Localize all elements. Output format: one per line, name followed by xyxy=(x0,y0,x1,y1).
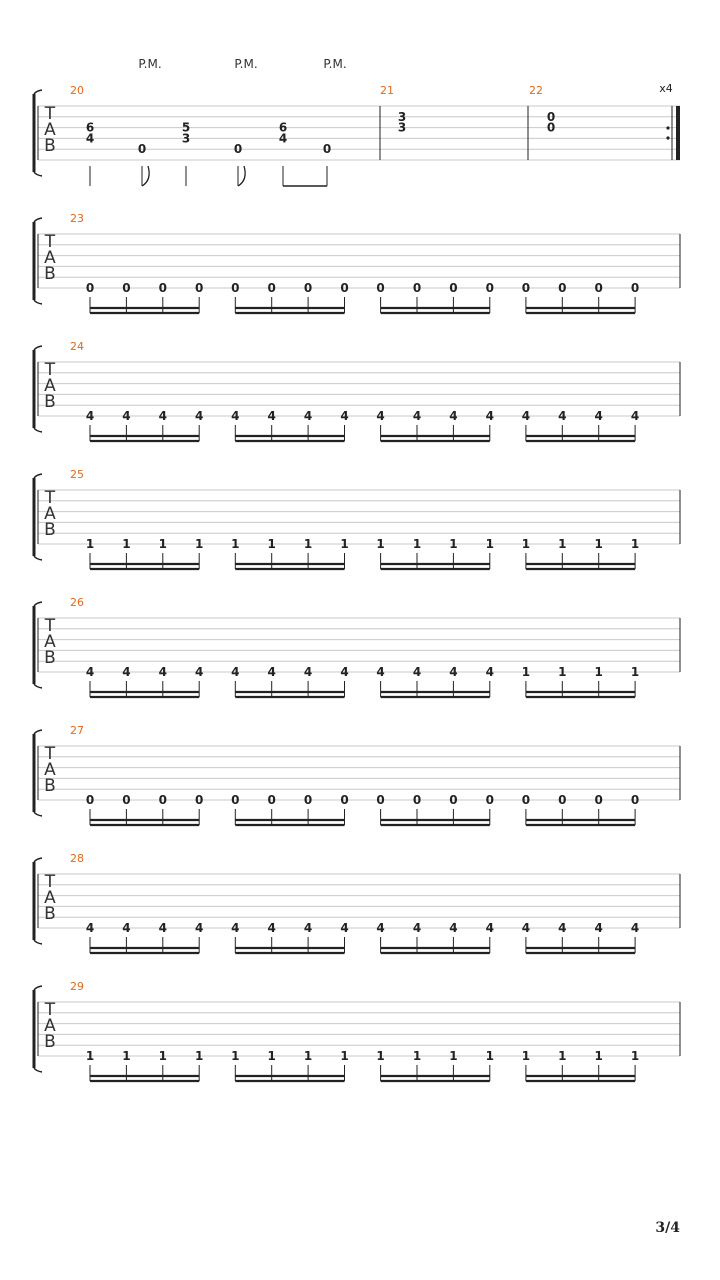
fret-number: 0 xyxy=(231,281,240,295)
fret-number: 0 xyxy=(85,281,95,295)
fret-number: 0 xyxy=(449,281,458,295)
fret-number: 1 xyxy=(376,1049,385,1063)
fret-number: 4 xyxy=(376,409,385,423)
fret-number: 1 xyxy=(376,537,385,551)
fret-number: 1 xyxy=(485,1049,494,1063)
fret-number: 4 xyxy=(158,921,167,935)
fret-number: 0 xyxy=(233,142,243,157)
fret-number: 0 xyxy=(158,281,167,295)
tab-clef-letter: A xyxy=(44,376,56,396)
fret-number: 1 xyxy=(158,1049,167,1063)
fret-number: 0 xyxy=(521,793,531,807)
fret-number: 4 xyxy=(85,409,95,423)
tab-clef-letter: A xyxy=(44,632,56,652)
fret-number: 4 xyxy=(195,665,204,679)
tab-clef-letter: B xyxy=(44,264,56,284)
fret-number: 3 xyxy=(181,131,191,146)
repeat-count: x4 xyxy=(659,82,673,95)
fret-number: 4 xyxy=(340,409,349,423)
fret-number: 0 xyxy=(594,793,603,807)
fret-number: 0 xyxy=(122,281,131,295)
fret-number: 4 xyxy=(267,665,276,679)
fret-number: 4 xyxy=(231,665,240,679)
tab-clef-letter: B xyxy=(44,904,56,924)
fret-number: 0 xyxy=(85,793,95,807)
fret-number: 1 xyxy=(521,665,531,679)
fret-number: 1 xyxy=(195,1049,204,1063)
fret-number: 3 xyxy=(397,109,407,124)
bar-number: 21 xyxy=(380,84,394,97)
fret-number: 0 xyxy=(195,281,204,295)
fret-number: 1 xyxy=(412,537,422,551)
fret-number: 0 xyxy=(376,793,385,807)
fret-number: 1 xyxy=(340,537,349,551)
fret-number: 0 xyxy=(322,142,332,157)
bar-number: 24 xyxy=(70,340,84,353)
staff-system-3 xyxy=(34,346,680,432)
fret-number: 4 xyxy=(303,665,313,679)
repeat-thick-barline xyxy=(676,106,680,160)
tab-clef-letter: T xyxy=(44,872,56,892)
fret-number: 4 xyxy=(412,665,422,679)
fret-number: 1 xyxy=(195,537,204,551)
fret-number: 4 xyxy=(485,409,494,423)
fret-number: 4 xyxy=(485,921,494,935)
tab-clef-letter: B xyxy=(44,1032,56,1052)
fret-number: 1 xyxy=(122,537,131,551)
fret-number: 6 xyxy=(85,120,95,135)
fret-number: 1 xyxy=(558,665,567,679)
tab-clef-letter: T xyxy=(44,488,56,508)
fret-number: 0 xyxy=(546,120,556,135)
bar-number: 23 xyxy=(70,212,84,225)
fret-number: 1 xyxy=(303,537,313,551)
fret-number: 1 xyxy=(449,537,458,551)
fret-number: 0 xyxy=(630,281,640,295)
tab-clef-letter: A xyxy=(44,888,56,908)
fret-number: 4 xyxy=(278,131,288,146)
tab-clef-letter: T xyxy=(44,360,56,380)
fret-number: 1 xyxy=(85,1049,95,1063)
bar-number: 27 xyxy=(70,724,84,737)
staff-system-6 xyxy=(34,730,680,816)
fret-number: 0 xyxy=(267,793,276,807)
fret-number: 4 xyxy=(485,665,494,679)
fret-number: 0 xyxy=(449,793,458,807)
fret-number: 0 xyxy=(412,281,422,295)
tab-clef-letter: A xyxy=(44,120,56,140)
staff-system-5 xyxy=(34,602,680,688)
tab-clef-letter: A xyxy=(44,1016,56,1036)
fret-number: 4 xyxy=(521,409,531,423)
fret-number: 4 xyxy=(85,665,95,679)
bar-number: 25 xyxy=(70,468,84,481)
staff-system-4 xyxy=(34,474,680,560)
fret-number: 1 xyxy=(85,537,95,551)
fret-number: 0 xyxy=(558,281,567,295)
fret-number: 1 xyxy=(558,537,567,551)
bar-number: 20 xyxy=(70,84,84,97)
tab-clef-letter: A xyxy=(44,760,56,780)
fret-number: 4 xyxy=(122,921,131,935)
tab-clef-letter: B xyxy=(44,520,56,540)
fret-number: 1 xyxy=(158,537,167,551)
tab-clef-letter: T xyxy=(44,104,56,124)
fret-number: 1 xyxy=(303,1049,313,1063)
fret-number: 0 xyxy=(485,793,494,807)
fret-number: 4 xyxy=(412,921,422,935)
fret-number: 0 xyxy=(546,109,556,124)
fret-number: 1 xyxy=(594,665,603,679)
tab-clef-letter: B xyxy=(44,136,56,156)
tab-clef-letter: A xyxy=(44,504,56,524)
fret-number: 0 xyxy=(340,281,349,295)
fret-number: 4 xyxy=(158,665,167,679)
fret-number: 0 xyxy=(303,793,313,807)
fret-number: 0 xyxy=(412,793,422,807)
eighth-flag xyxy=(142,166,149,186)
fret-number: 4 xyxy=(412,409,422,423)
repeat-dot xyxy=(666,126,669,129)
bar-number: 28 xyxy=(70,852,84,865)
repeat-dot xyxy=(666,136,669,139)
fret-number: 1 xyxy=(594,537,603,551)
fret-number: 4 xyxy=(267,409,276,423)
bar-number: 26 xyxy=(70,596,84,609)
fret-number: 0 xyxy=(340,793,349,807)
palm-mute-label: P.M. xyxy=(234,57,258,71)
fret-number: 0 xyxy=(558,793,567,807)
fret-number: 1 xyxy=(340,1049,349,1063)
fret-number: 3 xyxy=(397,120,407,135)
fret-number: 4 xyxy=(630,409,640,423)
fret-number: 0 xyxy=(158,793,167,807)
fret-number: 4 xyxy=(340,665,349,679)
fret-number: 4 xyxy=(558,409,567,423)
fret-number: 1 xyxy=(267,537,276,551)
fret-number: 5 xyxy=(181,120,191,135)
fret-number: 0 xyxy=(594,281,603,295)
tab-clef-letter: T xyxy=(44,1000,56,1020)
tab-clef-letter: B xyxy=(44,648,56,668)
fret-number: 0 xyxy=(231,793,240,807)
fret-number: 4 xyxy=(376,921,385,935)
fret-number: 1 xyxy=(231,1049,240,1063)
fret-number: 4 xyxy=(558,921,567,935)
palm-mute-label: P.M. xyxy=(138,57,162,71)
tab-clef-letter: B xyxy=(44,392,56,412)
staff-system-8 xyxy=(34,986,680,1072)
fret-number: 4 xyxy=(449,409,458,423)
fret-number: 4 xyxy=(85,131,95,146)
tab-clef-letter: T xyxy=(44,616,56,636)
fret-number: 0 xyxy=(521,281,531,295)
fret-number: 4 xyxy=(449,921,458,935)
fret-number: 1 xyxy=(558,1049,567,1063)
fret-number: 4 xyxy=(376,665,385,679)
fret-number: 0 xyxy=(303,281,313,295)
tab-clef-letter: B xyxy=(44,776,56,796)
fret-number: 4 xyxy=(267,921,276,935)
fret-number: 6 xyxy=(278,120,288,135)
fret-number: 4 xyxy=(158,409,167,423)
fret-number: 1 xyxy=(594,1049,603,1063)
staff-system-7 xyxy=(34,858,680,944)
staff-system-1 xyxy=(34,90,680,176)
fret-number: 4 xyxy=(85,921,95,935)
fret-number: 4 xyxy=(231,921,240,935)
fret-number: 1 xyxy=(122,1049,131,1063)
palm-mute-label: P.M. xyxy=(323,57,347,71)
bar-number: 29 xyxy=(70,980,84,993)
fret-number: 4 xyxy=(122,665,131,679)
fret-number: 4 xyxy=(630,921,640,935)
fret-number: 0 xyxy=(137,142,147,157)
fret-number: 4 xyxy=(303,409,313,423)
fret-number: 4 xyxy=(521,921,531,935)
fret-number: 4 xyxy=(340,921,349,935)
fret-number: 1 xyxy=(449,1049,458,1063)
fret-number: 1 xyxy=(485,537,494,551)
fret-number: 0 xyxy=(267,281,276,295)
fret-number: 4 xyxy=(195,921,204,935)
fret-number: 1 xyxy=(630,1049,640,1063)
fret-number: 4 xyxy=(195,409,204,423)
fret-number: 1 xyxy=(630,665,640,679)
staff-system-2 xyxy=(34,218,680,304)
fret-number: 0 xyxy=(485,281,494,295)
fret-number: 1 xyxy=(630,537,640,551)
fret-number: 0 xyxy=(376,281,385,295)
fret-number: 1 xyxy=(231,537,240,551)
fret-number: 0 xyxy=(195,793,204,807)
fret-number: 4 xyxy=(594,921,603,935)
fret-number: 1 xyxy=(521,537,531,551)
tab-clef-letter: T xyxy=(44,232,56,252)
fret-number: 1 xyxy=(267,1049,276,1063)
eighth-flag xyxy=(238,166,245,186)
fret-number: 4 xyxy=(122,409,131,423)
bar-number: 22 xyxy=(529,84,543,97)
tab-clef-letter: A xyxy=(44,248,56,268)
fret-number: 1 xyxy=(412,1049,422,1063)
fret-number: 4 xyxy=(449,665,458,679)
fret-number: 0 xyxy=(122,793,131,807)
tab-clef-letter: T xyxy=(44,744,56,764)
fret-number: 4 xyxy=(231,409,240,423)
page-number: 3/4 xyxy=(655,1220,680,1236)
fret-number: 1 xyxy=(521,1049,531,1063)
fret-number: 4 xyxy=(594,409,603,423)
fret-number: 0 xyxy=(630,793,640,807)
fret-number: 4 xyxy=(303,921,313,935)
